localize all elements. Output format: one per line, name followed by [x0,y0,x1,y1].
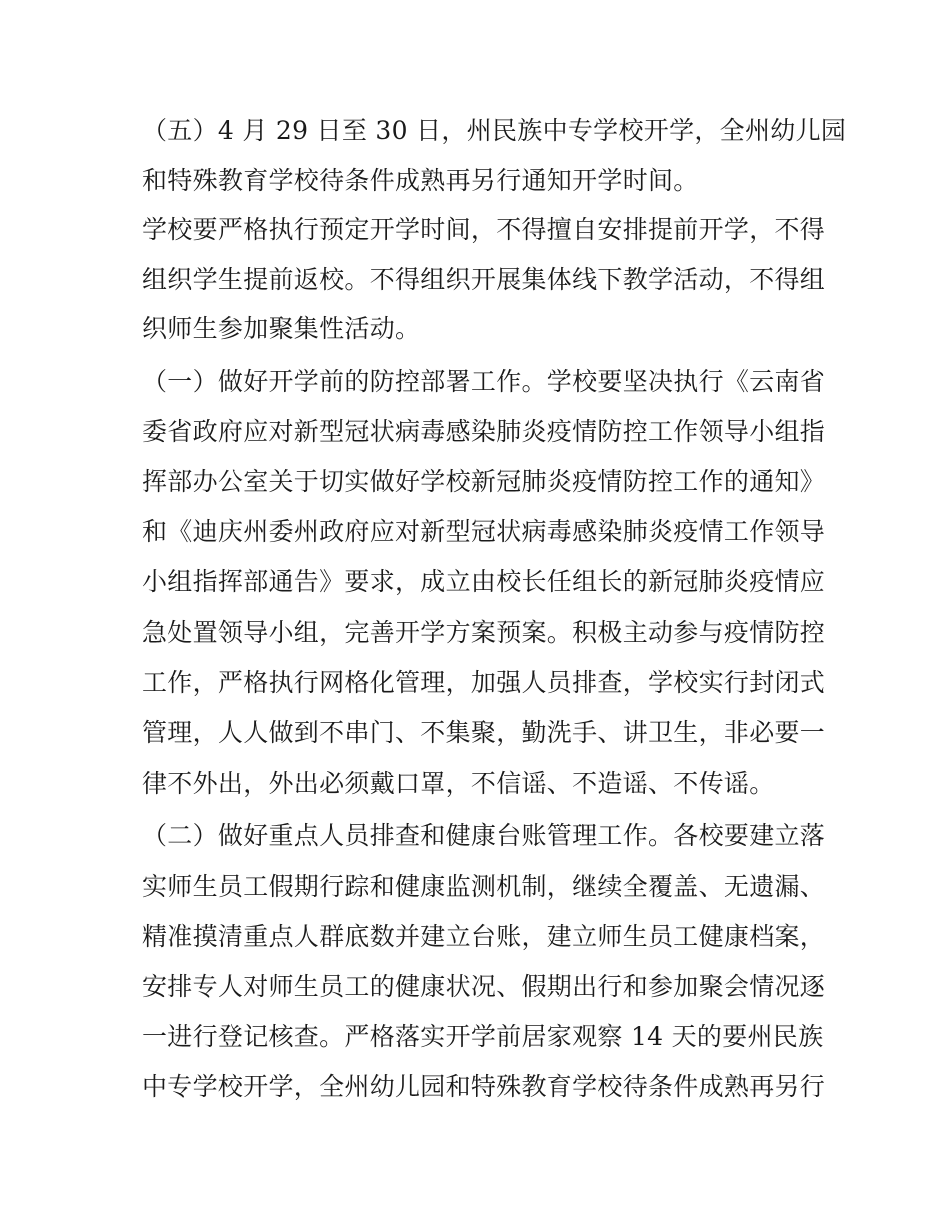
text-line: 委省政府应对新型冠状病毒感染肺炎疫情防控工作领导小组指 [142,417,826,446]
text-line: 管理，人人做到不串门、不集聚，勤洗手、讲卫生，非必要一 [142,718,826,747]
text-line: （一）做好开学前的防控部署工作。学校要坚决执行《云南省 [142,367,826,396]
text-line: 实师生员工假期行踪和健康监测机制，继续全覆盖、无遗漏、 [142,872,826,901]
text-line: 中专学校开学，全州幼儿园和特殊教育学校待条件成熟再另行 [142,1072,826,1101]
text-line: 急处置领导小组，完善开学方案预案。积极主动参与疫情防控 [142,618,826,647]
text-line: 精准摸清重点人群底数并建立台账，建立师生员工健康档案， [142,922,826,951]
text-line: （五）4 月 29 日至 30 日，州民族中专学校开学，全州幼儿园 [142,116,847,145]
text-line: （二）做好重点人员排查和健康台账管理工作。各校要建立落 [142,821,826,850]
text-line: 织师生参加聚集性活动。 [142,314,421,343]
text-line: 组织学生提前返校。不得组织开展集体线下教学活动，不得组 [142,265,826,294]
text-line: 和特殊教育学校待条件成熟再另行通知开学时间。 [142,166,699,195]
text-line: 学校要严格执行预定开学时间，不得擅自安排提前开学，不得 [142,215,826,244]
text-line: 律不外出，外出必须戴口罩，不信谣、不造谣、不传谣。 [142,769,775,798]
text-line: 安排专人对师生员工的健康状况、假期出行和参加聚会情况逐 [142,972,826,1001]
text-line: 和《迪庆州委州政府应对新型冠状病毒感染肺炎疫情工作领导 [142,517,826,546]
text-line: 工作，严格执行网格化管理，加强人员排查，学校实行封闭式 [142,668,826,697]
text-line: 一进行登记核查。严格落实开学前居家观察 14 天的要州民族 [142,1022,824,1051]
text-line: 挥部办公室关于切实做好学校新冠肺炎疫情防控工作的通知》 [142,467,826,496]
text-line: 小组指挥部通告》要求，成立由校长任组长的新冠肺炎疫情应 [142,567,826,596]
